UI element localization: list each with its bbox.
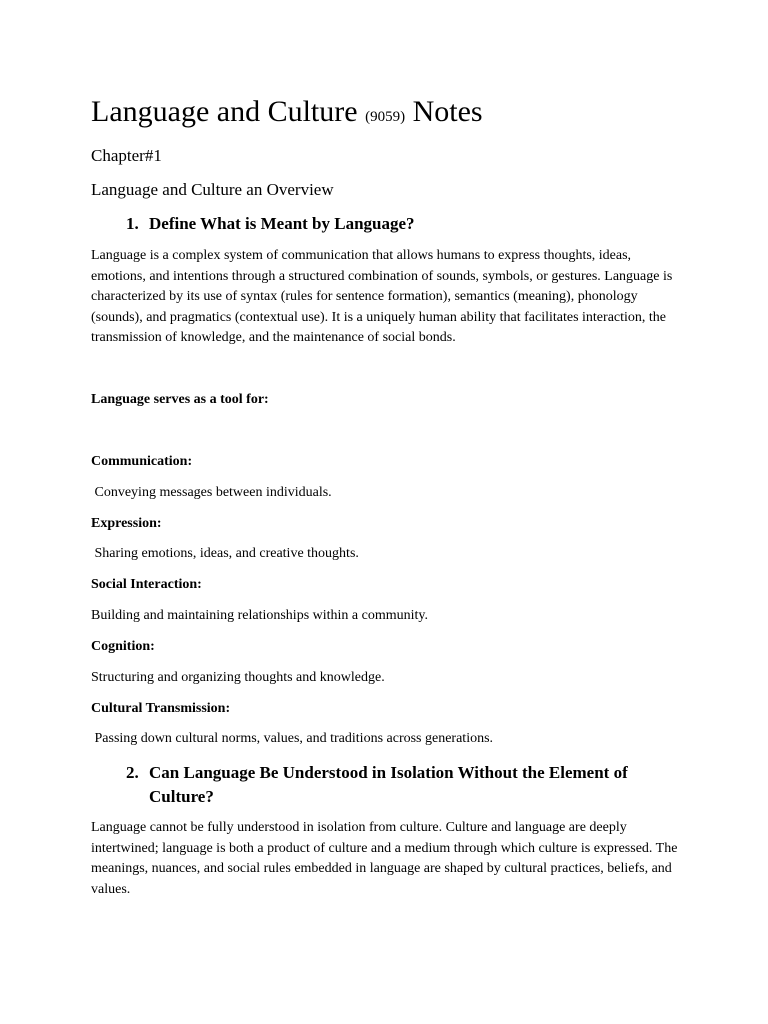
- page-title: [91, 94, 483, 135]
- use-label-communication: Communication:: [91, 454, 193, 469]
- question-1-paragraph: Language is a complex system of communication that allows humans to express thoughts, ideas, emotions, and intentions through a structured combination of sounds, symbols, or gestures. Language is characterized by its use of syntax (rules for sentence formation), semantics (meaning), phonology (sounds), and pragmatics (contextual use). It is a uniquely human ability that facilitates interaction, the transmission of knowledge, and the maintenance of social bonds.: [91, 248, 673, 345]
- question-2-paragraph: Language cannot be fully understood in isolation from culture. Culture and language are deeply intertwined; language is both a product of culture and a medium through which culture is expressed. The meanings, nuances, and social rules embedded in language are shaped by cultural practices, beliefs, and values.: [91, 820, 678, 897]
- course-code: (9059): [365, 109, 406, 125]
- section-subtitle: Language and Culture an Overview: [91, 180, 334, 199]
- use-label-cultural-transmission: Cultural Transmission:: [91, 701, 231, 716]
- question-1-number: 1.: [126, 214, 139, 233]
- use-label-expression: Expression:: [91, 516, 162, 531]
- use-desc-cultural-transmission: Passing down cultural norms, values, and traditions across generations.: [91, 731, 494, 746]
- chapter-label: Chapter#1: [91, 146, 162, 165]
- question-2-heading: Can Language Be Understood in Isolation Without the Element of Culture?: [149, 763, 628, 806]
- title-suffix: Notes: [412, 95, 483, 128]
- use-desc-communication: Conveying messages between individuals.: [91, 485, 332, 500]
- question-1-heading: Define What is Meant by Language?: [149, 214, 415, 233]
- question-2-number: 2.: [126, 763, 139, 782]
- use-label-social-interaction: Social Interaction:: [91, 577, 202, 592]
- use-desc-social-interaction: Building and maintaining relationships within a community.: [91, 608, 428, 623]
- title-main: Language and Culture: [91, 95, 358, 128]
- tool-intro: Language serves as a tool for:: [91, 392, 269, 407]
- use-label-cognition: Cognition:: [91, 639, 155, 654]
- use-desc-cognition: Structuring and organizing thoughts and knowledge.: [91, 670, 385, 685]
- use-desc-expression: Sharing emotions, ideas, and creative thoughts.: [91, 546, 359, 561]
